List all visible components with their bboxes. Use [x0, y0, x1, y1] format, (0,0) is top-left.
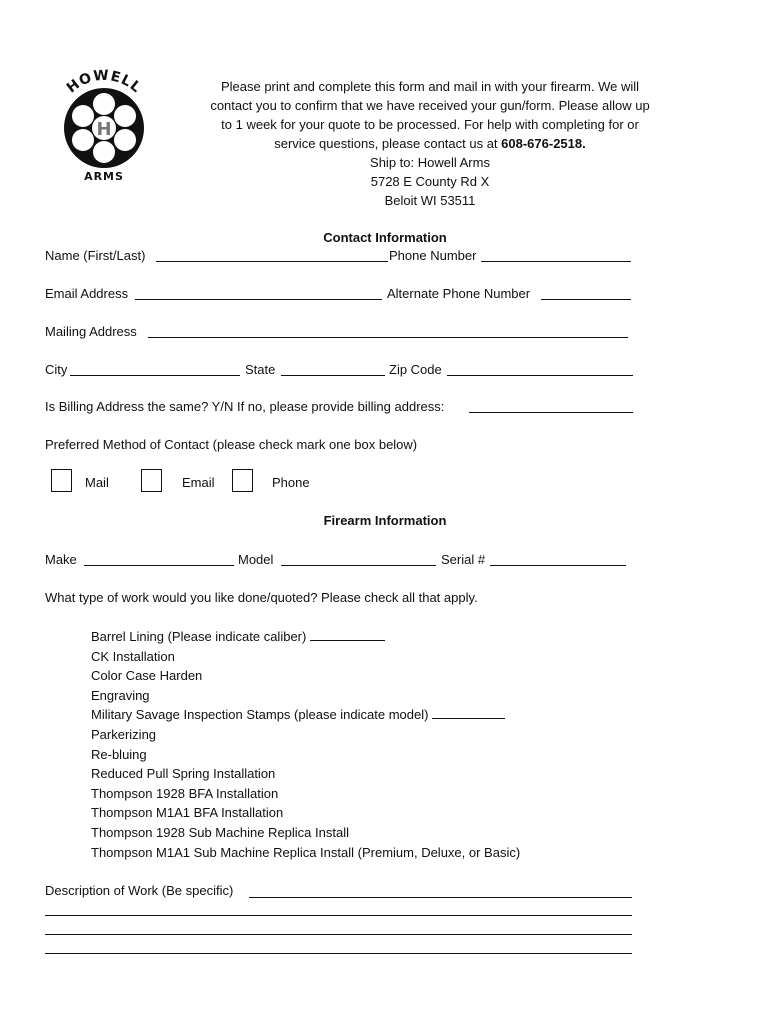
contact-section-title: Contact Information	[323, 230, 447, 245]
mailing-address-field[interactable]	[148, 337, 628, 338]
mail-checkbox[interactable]	[51, 469, 72, 492]
work-item-label: Barrel Lining (Please indicate caliber)	[91, 629, 307, 644]
mail-option-label: Mail	[85, 475, 109, 490]
phone-checkbox[interactable]	[232, 469, 253, 492]
logo-bottom-text: ARMS	[84, 170, 124, 183]
email-field[interactable]	[135, 299, 382, 300]
work-item: CK Installation	[91, 648, 175, 664]
mailing-address-label: Mailing Address	[45, 324, 137, 339]
billing-address-label: Is Billing Address the same? Y/N If no, please provide billing address:	[45, 399, 445, 414]
description-field-line-4[interactable]	[45, 953, 632, 954]
alt-phone-field[interactable]	[541, 299, 631, 300]
model-indicate-field[interactable]	[432, 707, 505, 719]
phone-label: Phone Number	[389, 248, 477, 263]
make-field[interactable]	[84, 565, 234, 566]
work-item: Thompson M1A1 Sub Machine Replica Install (Premium, Deluxe, or Basic)	[91, 844, 521, 860]
work-item	[91, 705, 520, 725]
instructions-header	[185, 77, 675, 210]
work-item: Reduced Pull Spring Installation	[91, 766, 276, 782]
ship-to: Ship to: Howell Arms	[370, 155, 490, 170]
city-label: City	[45, 362, 68, 377]
description-label: Description of Work (Be specific)	[45, 883, 234, 898]
state-field[interactable]	[281, 375, 385, 376]
model-field[interactable]	[281, 565, 436, 566]
instruction-line-1: Please print and complete this form and mail in with your firearm. We will	[220, 79, 640, 94]
model-label: Model	[238, 552, 274, 567]
work-item	[91, 627, 520, 647]
work-item: Thompson M1A1 BFA Installation	[91, 805, 284, 821]
make-label: Make	[45, 552, 77, 567]
email-option-label: Email	[182, 475, 215, 490]
instruction-line-3: to 1 week for your quote to be processed. For help with completing for or	[221, 117, 639, 132]
work-item: Parkerizing	[91, 726, 157, 742]
serial-field[interactable]	[490, 565, 626, 566]
howell-arms-logo	[52, 56, 156, 186]
billing-address-field[interactable]	[469, 412, 633, 413]
work-item: Thompson 1928 BFA Installation	[91, 785, 279, 801]
work-type-list	[91, 627, 520, 862]
preferred-contact-label: Preferred Method of Contact (please check mark one box below)	[45, 437, 418, 452]
instruction-line-2: contact you to confirm that we have received your gun/form. Please allow up	[210, 98, 650, 113]
phone-option-label: Phone	[272, 475, 310, 490]
ship-address-1: 5728 E County Rd X	[370, 174, 490, 189]
work-item: Thompson 1928 Sub Machine Replica Install	[91, 824, 349, 840]
logo-top-text: HOWELL	[63, 67, 145, 97]
instruction-line-4	[185, 134, 675, 153]
email-label: Email Address	[45, 286, 129, 301]
caliber-field[interactable]	[310, 629, 385, 641]
state-label: State	[245, 362, 276, 377]
alt-phone-label: Alternate Phone Number	[387, 286, 531, 301]
email-checkbox[interactable]	[141, 469, 162, 492]
ship-address-2: Beloit WI 53511	[384, 193, 476, 208]
description-field-line-1[interactable]	[249, 897, 632, 898]
work-question: What type of work would you like done/quoted? Please check all that apply.	[45, 590, 478, 605]
phone-field[interactable]	[481, 261, 631, 262]
work-item-label: Military Savage Inspection Stamps (please indicate model)	[91, 707, 429, 723]
instruction-line-4-text: service questions, please contact us at	[274, 136, 502, 151]
work-item: Re-bluing	[91, 746, 147, 762]
work-item: Color Case Harden	[91, 668, 203, 684]
description-field-line-3[interactable]	[45, 934, 632, 935]
firearm-section-title: Firearm Information	[323, 513, 447, 528]
description-field-line-2[interactable]	[45, 915, 632, 916]
contact-phone: 608-676-2518.	[501, 136, 586, 151]
serial-label: Serial #	[441, 552, 486, 567]
work-item: Engraving	[91, 687, 150, 703]
name-label: Name (First/Last)	[45, 248, 146, 263]
zip-field[interactable]	[447, 375, 633, 376]
logo-center-letter: H	[96, 119, 112, 140]
name-field[interactable]	[156, 261, 388, 262]
city-field[interactable]	[70, 375, 240, 376]
zip-label: Zip Code	[389, 362, 442, 377]
